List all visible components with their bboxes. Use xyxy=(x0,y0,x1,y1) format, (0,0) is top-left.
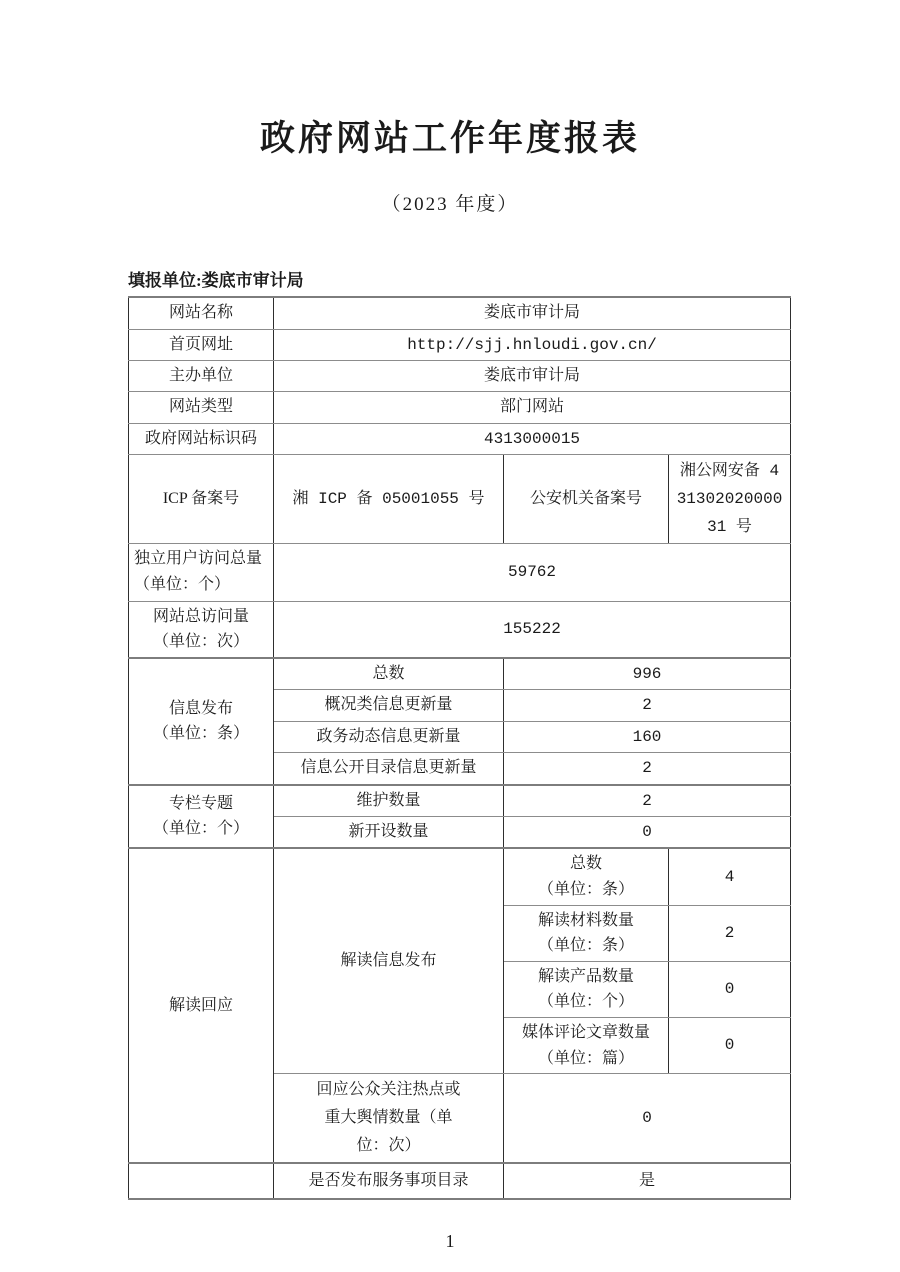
disclosure-updates-label: 信息公开目录信息更新量 xyxy=(274,753,504,785)
media-comments-value: 0 xyxy=(669,1017,791,1073)
site-code-label: 政府网站标识码 xyxy=(129,423,274,454)
row-site-code xyxy=(129,423,791,454)
topics-new-label: 新开设数量 xyxy=(274,816,504,848)
interp-materials-value: 2 xyxy=(669,905,791,961)
row-interpretation-total xyxy=(129,848,791,905)
homepage-url-label: 首页网址 xyxy=(129,329,274,360)
row-website-type xyxy=(129,392,791,423)
website-type-value: 部门网站 xyxy=(274,392,791,423)
overview-updates-value: 2 xyxy=(504,690,791,721)
total-visits-value: 155222 xyxy=(274,601,791,658)
homepage-url-value: http://sjj.hnloudi.gov.cn/ xyxy=(274,329,791,360)
row-unique-visitors xyxy=(129,544,791,602)
total-visits-label xyxy=(129,601,274,658)
row-info-publish-total xyxy=(129,658,791,690)
icp-label: ICP 备案号 xyxy=(129,455,274,544)
police-record-label: 公安机关备案号 xyxy=(504,455,669,544)
document-subtitle: （2023 年度） xyxy=(381,194,519,215)
interpretation-publish-label: 解读信息发布 xyxy=(274,848,504,1073)
service-catalog-value: 是 xyxy=(504,1163,791,1199)
gov-news-updates-label: 政务动态信息更新量 xyxy=(274,721,504,752)
interp-total-label xyxy=(504,848,669,905)
interp-materials-label-line: 解读材料数量 xyxy=(537,911,634,929)
row-topics-maintained xyxy=(129,785,791,817)
interp-products-label xyxy=(504,961,669,1017)
info-total-value: 996 xyxy=(504,658,791,690)
info-publish-unit-line: （单位：条） xyxy=(152,725,249,743)
page-number: 1 xyxy=(445,1231,455,1252)
interp-materials-unit-line: （单位：条） xyxy=(537,937,634,955)
topics-group-label xyxy=(129,785,274,849)
annual-report-table xyxy=(128,296,791,1200)
disclosure-updates-value: 2 xyxy=(504,753,791,785)
organizer-label: 主办单位 xyxy=(129,360,274,391)
unique-visitors-label: 独立用户访问总量（单位：个） xyxy=(129,544,274,602)
topics-label-line: 专栏专题 xyxy=(168,794,233,812)
website-type-label: 网站类型 xyxy=(129,392,274,423)
organizer-value: 娄底市审计局 xyxy=(274,360,791,391)
row-homepage-url xyxy=(129,329,791,360)
info-publish-group-label xyxy=(129,658,274,785)
topics-new-value: 0 xyxy=(504,816,791,848)
hotspot-response-value: 0 xyxy=(504,1074,791,1164)
media-comments-label-line: 媒体评论文章数量 xyxy=(521,1023,650,1041)
media-comments-unit-line: （单位：篇） xyxy=(537,1049,634,1067)
service-catalog-label: 是否发布服务事项目录 xyxy=(274,1163,504,1199)
row-total-visits xyxy=(129,601,791,658)
reporting-unit-line: 填报单位:娄底市审计局 xyxy=(128,271,304,290)
interp-total-value: 4 xyxy=(669,848,791,905)
interp-products-label-line: 解读产品数量 xyxy=(537,967,634,985)
topics-maintained-label: 维护数量 xyxy=(274,785,504,817)
total-visits-label-line: 网站总访问量 xyxy=(152,607,249,625)
info-total-label: 总数 xyxy=(274,658,504,690)
site-code-value: 4313000015 xyxy=(274,423,791,454)
media-comments-label xyxy=(504,1017,669,1073)
interp-products-unit-line: （单位：个） xyxy=(537,993,634,1011)
interp-total-unit-line: （单位：条） xyxy=(537,880,634,898)
hotspot-response-label: 回应公众关注热点或重大舆情数量（单位：次） xyxy=(274,1074,504,1164)
service-catalog-empty-cell xyxy=(129,1163,274,1199)
row-organizer xyxy=(129,360,791,391)
interp-total-label-line: 总数 xyxy=(569,855,602,873)
overview-updates-label: 概况类信息更新量 xyxy=(274,690,504,721)
gov-news-updates-value: 160 xyxy=(504,721,791,752)
row-icp-record xyxy=(129,455,791,544)
document-title: 政府网站工作年度报表 xyxy=(259,119,640,158)
interp-products-value: 0 xyxy=(669,961,791,1017)
website-name-label: 网站名称 xyxy=(129,297,274,329)
icp-number-value: 湘 ICP 备 05001055 号 xyxy=(274,455,504,544)
row-service-catalog xyxy=(129,1163,791,1199)
interpretation-group-label: 解读回应 xyxy=(129,848,274,1163)
info-publish-label-line: 信息发布 xyxy=(168,699,233,717)
topics-unit-line: （单位：个） xyxy=(152,820,249,838)
website-name-value: 娄底市审计局 xyxy=(274,297,791,329)
row-website-name xyxy=(129,297,791,329)
unique-visitors-value: 59762 xyxy=(274,544,791,602)
interp-materials-label xyxy=(504,905,669,961)
police-record-value: 湘公网安备 43130202000031 号 xyxy=(669,455,791,544)
topics-maintained-value: 2 xyxy=(504,785,791,817)
total-visits-unit-line: （单位：次） xyxy=(152,633,249,651)
